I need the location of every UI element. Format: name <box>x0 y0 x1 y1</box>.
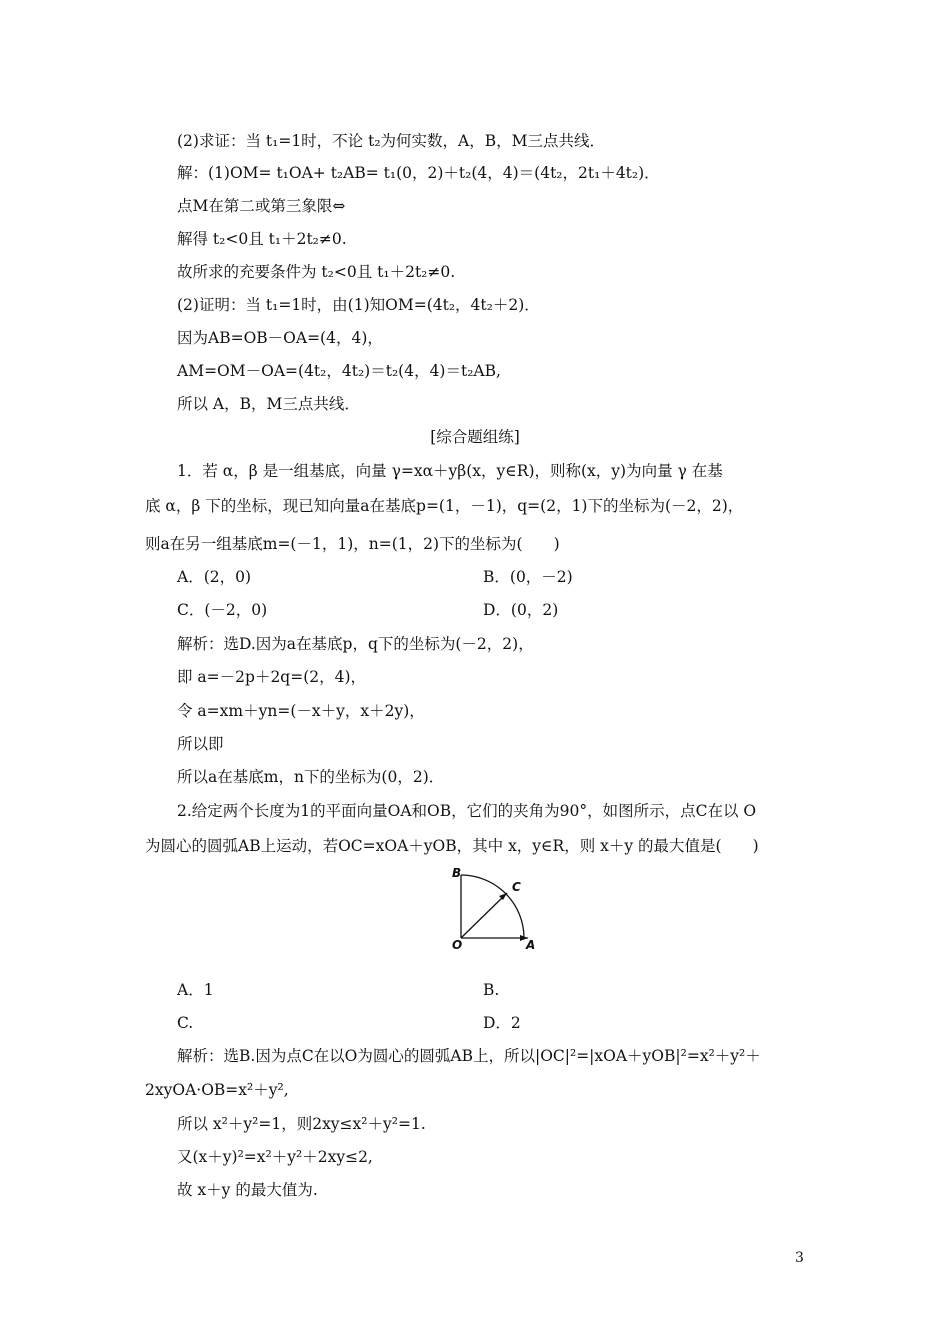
label-o: O <box>452 938 463 952</box>
question-1-line: 底 α，β 下的坐标，现已知向量a在基底p=(1，－1)，q=(2，1)下的坐标为(－2，2)， <box>145 497 744 515</box>
solution-line: 又(x＋y)²=x²＋y²＋2xy≤2, <box>177 1148 373 1166</box>
solution-line: 所以a在基底m，n下的坐标为(0，2)． <box>177 768 445 786</box>
solution-line: 解析：选D.因为a在基底p，q下的坐标为(－2，2)， <box>177 635 534 653</box>
option-c: C. <box>177 1014 194 1032</box>
solution-line: 故 x＋y 的最大值为. <box>177 1181 318 1199</box>
option-b: B．(0，－2) <box>483 568 573 586</box>
text-line: 解：(1)OM= t₁OA+ t₂AB= t₁(0，2)＋t₂(4，4)＝(4t₂，2t₁＋4t₂)． <box>177 164 660 182</box>
question-1-line: 1．若 α，β 是一组基底，向量 γ=xα＋yβ(x，y∈R)，则称(x，y)为向量 γ 在基 <box>177 462 723 480</box>
label-b: B <box>452 866 462 880</box>
quarter-circle-figure <box>440 862 550 952</box>
label-a: A <box>526 938 536 952</box>
text-line: 故所求的充要条件为 t₂<0且 t₁＋2t₂≠0. <box>177 263 456 281</box>
label-c: C <box>512 880 521 894</box>
option-d: D．(0，2) <box>483 601 559 619</box>
option-a: A．1 <box>177 981 214 999</box>
question-1-line: 则a在另一组基底m=(－1，1)，n=(1，2)下的坐标为( ) <box>145 535 560 553</box>
option-b: B. <box>483 981 500 999</box>
text-line: 解得 t₂<0且 t₁＋2t₂≠0. <box>177 230 347 248</box>
solution-line: 解析：选B.因为点C在以O为圆心的圆弧AB上，所以|OC|²=|xOA＋yOB|²=x²＋y²＋ <box>177 1047 761 1065</box>
question-2-line: 为圆心的圆弧AB上运动，若OC=xOA＋yOB，其中 x，y∈R，则 x＋y 的最大值是( ) <box>145 837 759 855</box>
text-line: 点M在第二或第三象限⇔ <box>177 197 346 215</box>
solution-line: 即 a=－2p＋2q=(2，4)， <box>177 668 367 686</box>
solution-line: 所以 x²＋y²=1，则2xy≤x²＋y²=1. <box>177 1115 426 1133</box>
option-d: D．2 <box>483 1014 521 1032</box>
text-line: AM=OM－OA=(4t₂，4t₂)＝t₂(4，4)＝t₂AB, <box>177 362 501 380</box>
text-line: 因为AB=OB－OA=(4，4)， <box>177 329 383 347</box>
solution-line: 所以即 <box>177 735 224 753</box>
option-c: C．(－2，0) <box>177 601 268 619</box>
question-2-line: 2.给定两个长度为1的平面向量OA和OB，它们的夹角为90°，如图所示，点C在以 O <box>177 802 757 820</box>
option-a: A．(2，0) <box>177 568 252 586</box>
text-line: 所以 A，B，M三点共线． <box>177 395 360 413</box>
solution-line: 2xyOA·OB=x²＋y², <box>145 1081 289 1099</box>
solution-line: 令 a=xm＋yn=(－x＋y，x＋2y)， <box>177 702 425 720</box>
section-heading: [综合题组练] <box>430 428 520 446</box>
text-line: (2)求证：当 t₁=1时，不论 t₂为何实数，A，B，M三点共线． <box>177 132 605 150</box>
page-number: 3 <box>795 1250 804 1266</box>
text-line: (2)证明：当 t₁=1时，由(1)知OM=(4t₂，4t₂＋2)． <box>177 296 540 314</box>
